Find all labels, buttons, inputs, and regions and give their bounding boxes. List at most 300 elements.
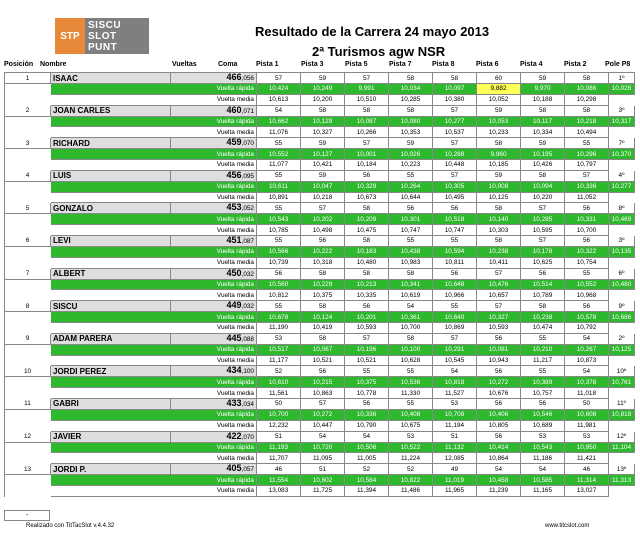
fast-lap-pole-cell: 10,818 (609, 409, 635, 420)
laps-cell (171, 73, 257, 84)
coma-value: ,034 (241, 400, 254, 408)
average-lap-cell: 10,675 (389, 420, 433, 431)
lane-laps-cell: 55 (433, 301, 477, 312)
average-lap-cell: 10,498 (301, 225, 345, 236)
laps-cell (171, 105, 257, 116)
average-lap-cell: 10,375 (301, 290, 345, 301)
fast-lap-cell: 10,140 (477, 214, 521, 225)
blank-cell (5, 475, 51, 486)
average-lap-cell: 10,052 (477, 94, 521, 105)
fast-lap-cell: 10,249 (301, 84, 345, 95)
average-lap-cell: 12,232 (257, 420, 301, 431)
laps-cell (171, 138, 257, 149)
average-lap-cell: 10,448 (433, 159, 477, 170)
average-lap-cell: 10,754 (565, 257, 609, 268)
lane-laps-cell: 56 (477, 398, 521, 409)
fast-lap-cell: 10,201 (345, 312, 389, 323)
header-lane-2: Pista 3 (301, 61, 324, 68)
average-lap-cell: 11,194 (433, 420, 477, 431)
fast-lap-row (5, 377, 635, 388)
fast-lap-cell: 10,566 (257, 246, 301, 257)
pole-cell: 11º (609, 398, 635, 409)
laps-cell (171, 366, 257, 377)
fast-lap-cell: 11,554 (257, 475, 301, 486)
blank-cell (5, 377, 51, 388)
fast-lap-cell: 10,552 (565, 279, 609, 290)
average-lap-cell: 10,593 (477, 322, 521, 333)
fast-lap-cell: 10,594 (433, 246, 477, 257)
laps-cell (171, 464, 257, 475)
header-pole: Pole P8 (605, 61, 631, 68)
blank-cell (5, 453, 51, 464)
blank-cell (5, 355, 51, 366)
result-row (5, 268, 635, 279)
average-lap-cell: 10,863 (301, 388, 345, 399)
lane-laps-cell: 55 (257, 235, 301, 246)
fast-lap-cell: 10,081 (477, 344, 521, 355)
blank-cell (609, 192, 635, 203)
fast-lap-row (5, 84, 635, 95)
average-lap-cell: 13,027 (565, 485, 609, 496)
laps-value: 449 (226, 300, 242, 311)
lane-laps-cell: 55 (389, 235, 433, 246)
fast-lap-cell: 10,336 (565, 181, 609, 192)
header-coma: Coma (218, 61, 238, 68)
average-lap-cell: 11,165 (521, 485, 565, 496)
position-cell: 9 (5, 333, 51, 344)
average-lap-cell: 10,266 (345, 127, 389, 138)
laps-value: 451 (226, 235, 242, 245)
logo-text (85, 18, 149, 54)
average-lap-cell: 10,613 (257, 94, 301, 105)
average-lap-cell: 10,778 (345, 388, 389, 399)
fast-lap-label: Vuelta rápida (51, 312, 257, 323)
lane-laps-cell: 59 (521, 73, 565, 84)
average-lap-cell: 11,965 (433, 485, 477, 496)
lane-laps-cell: 58 (389, 73, 433, 84)
lane-laps-cell: 59 (301, 73, 345, 84)
average-lap-cell: 10,747 (433, 225, 477, 236)
lane-laps-cell: 56 (477, 431, 521, 442)
fast-lap-cell: 10,034 (389, 84, 433, 95)
fast-lap-cell: 10,327 (477, 312, 521, 323)
position-cell: 5 (5, 203, 51, 214)
fast-lap-cell: 10,183 (345, 246, 389, 257)
average-lap-cell: 10,521 (301, 355, 345, 366)
driver-name: ISAAC (51, 73, 171, 84)
blank-cell (609, 453, 635, 464)
lane-laps-cell: 58 (345, 235, 389, 246)
average-lap-label: Vuelta media (51, 485, 257, 496)
fast-lap-cell: 10,272 (477, 377, 521, 388)
average-lap-row (5, 485, 635, 496)
fast-lap-cell: 10,585 (521, 475, 565, 486)
blank-cell (5, 246, 51, 257)
fast-lap-cell: 10,578 (565, 312, 609, 323)
position-cell: 12 (5, 431, 51, 442)
header-lane-3: Pista 5 (345, 61, 368, 68)
pole-cell: 6º (609, 268, 635, 279)
fast-lap-cell: 10,238 (521, 312, 565, 323)
fast-lap-cell: 11,019 (433, 475, 477, 486)
laps-value: 460 (226, 105, 242, 115)
average-lap-label: Vuelta media (51, 257, 257, 268)
average-lap-cell: 10,983 (389, 257, 433, 268)
lane-laps-cell: 52 (389, 464, 433, 475)
laps-cell (171, 235, 257, 246)
fast-lap-cell: 10,406 (477, 409, 521, 420)
blank-cell (5, 159, 51, 170)
laps-cell (171, 431, 257, 442)
average-lap-cell: 10,474 (521, 322, 565, 333)
average-lap-cell: 10,200 (301, 94, 345, 105)
driver-name: GONZALO (51, 203, 171, 214)
fast-lap-cell: 10,546 (521, 409, 565, 420)
lane-laps-cell: 56 (345, 170, 389, 181)
fast-lap-label: Vuelta rápida (51, 181, 257, 192)
lane-laps-cell: 53 (433, 398, 477, 409)
lane-laps-cell: 56 (477, 333, 521, 344)
average-lap-cell: 10,475 (345, 225, 389, 236)
average-lap-cell: 10,790 (345, 420, 389, 431)
average-lap-cell: 10,298 (565, 94, 609, 105)
average-lap-cell: 10,285 (389, 94, 433, 105)
position-cell: 11 (5, 398, 51, 409)
fast-lap-cell: 10,708 (433, 409, 477, 420)
average-lap-row (5, 257, 635, 268)
average-lap-row (5, 127, 635, 138)
lane-laps-cell: 57 (345, 73, 389, 84)
fast-lap-cell: 11,132 (433, 442, 477, 453)
lane-laps-cell: 56 (433, 268, 477, 279)
average-lap-cell: 10,619 (389, 290, 433, 301)
logo-stp: STP (55, 18, 85, 54)
lane-laps-cell: 57 (433, 105, 477, 116)
average-lap-cell: 10,188 (521, 94, 565, 105)
fast-lap-cell: 10,222 (301, 246, 345, 257)
siscu-slot-punt-logo (55, 18, 149, 54)
lane-laps-cell: 56 (521, 398, 565, 409)
average-lap-label: Vuelta media (51, 322, 257, 333)
lane-laps-cell: 54 (521, 464, 565, 475)
lane-laps-cell: 59 (301, 170, 345, 181)
blank-cell (609, 159, 635, 170)
fast-lap-row (5, 442, 635, 453)
fast-lap-row (5, 181, 635, 192)
blank-cell (609, 225, 635, 236)
lane-laps-cell: 56 (345, 398, 389, 409)
laps-value: 433 (226, 398, 242, 408)
average-lap-cell: 10,812 (257, 290, 301, 301)
laps-value: 422 (226, 431, 242, 441)
driver-name: JORDI P. (51, 464, 171, 475)
fast-lap-pole-cell: 10,125 (609, 344, 635, 355)
laps-cell (171, 398, 257, 409)
pole-cell: 1º (609, 73, 635, 84)
fast-lap-pole-cell: 10,370 (609, 149, 635, 160)
fast-lap-label: Vuelta rápida (51, 442, 257, 453)
average-lap-cell: 11,077 (257, 159, 301, 170)
fast-lap-cell: 10,438 (389, 246, 433, 257)
lane-laps-cell: 54 (345, 431, 389, 442)
average-lap-row (5, 420, 635, 431)
driver-name: JAVIER (51, 431, 171, 442)
fast-lap-cell: 10,238 (477, 246, 521, 257)
average-lap-cell: 10,223 (389, 159, 433, 170)
coma-value: ,070 (241, 140, 254, 148)
average-lap-row (5, 355, 635, 366)
fast-lap-cell: 10,087 (345, 116, 389, 127)
header-vueltas: Vueltas (172, 61, 197, 68)
laps-cell (171, 268, 257, 279)
laps-cell (171, 203, 257, 214)
average-lap-cell: 11,018 (565, 388, 609, 399)
average-lap-label: Vuelta media (51, 388, 257, 399)
fast-lap-cell: 10,210 (521, 344, 565, 355)
average-lap-cell: 10,125 (477, 192, 521, 203)
fast-lap-cell: 10,640 (433, 312, 477, 323)
laps-value: 456 (226, 170, 242, 180)
position-cell: 2 (5, 105, 51, 116)
fast-lap-cell: 10,822 (389, 475, 433, 486)
fast-lap-cell: 10,215 (301, 377, 345, 388)
fast-lap-cell: 10,285 (521, 214, 565, 225)
fast-lap-row (5, 344, 635, 355)
fast-lap-pole-cell: 11,104 (609, 442, 635, 453)
fast-lap-cell: 10,610 (257, 377, 301, 388)
lane-laps-cell: 57 (301, 398, 345, 409)
blank-cell (609, 355, 635, 366)
lane-laps-cell: 52 (345, 464, 389, 475)
fast-lap-cell: 10,213 (345, 279, 389, 290)
average-lap-cell: 10,676 (477, 388, 521, 399)
average-lap-cell: 11,186 (521, 453, 565, 464)
lane-laps-cell: 55 (257, 301, 301, 312)
lane-laps-cell: 57 (433, 138, 477, 149)
average-lap-cell: 11,177 (257, 355, 301, 366)
average-lap-cell: 10,873 (565, 355, 609, 366)
result-row (5, 301, 635, 312)
lane-laps-cell: 55 (521, 366, 565, 377)
coma-value: ,095 (241, 172, 254, 180)
average-lap-cell: 11,239 (477, 485, 521, 496)
fast-lap-cell: 10,506 (345, 442, 389, 453)
lane-laps-cell: 58 (565, 105, 609, 116)
lane-laps-cell: 54 (565, 366, 609, 377)
driver-name: GABRI (51, 398, 171, 409)
blank-cell (5, 94, 51, 105)
average-lap-cell: 10,811 (433, 257, 477, 268)
blank-cell (5, 225, 51, 236)
lane-laps-cell: 57 (521, 203, 565, 214)
blank-cell (5, 127, 51, 138)
average-lap-cell: 11,527 (433, 388, 477, 399)
lane-laps-cell: 58 (477, 203, 521, 214)
average-lap-cell: 10,968 (565, 290, 609, 301)
blank-cell (5, 257, 51, 268)
fast-lap-cell: 10,476 (477, 279, 521, 290)
average-lap-cell: 10,521 (345, 355, 389, 366)
average-lap-cell: 10,864 (477, 453, 521, 464)
pole-cell: 3º (609, 105, 635, 116)
average-lap-cell: 10,700 (565, 225, 609, 236)
lane-laps-cell: 58 (345, 105, 389, 116)
pole-cell: 7º (609, 138, 635, 149)
fast-lap-pole-cell: 10,317 (609, 116, 635, 127)
average-lap-row (5, 225, 635, 236)
fast-lap-cell: 10,389 (521, 377, 565, 388)
fast-lap-cell: 10,178 (521, 246, 565, 257)
average-lap-cell: 10,494 (565, 127, 609, 138)
coma-value: ,057 (241, 466, 254, 474)
table-header (4, 61, 634, 72)
lane-laps-cell: 56 (389, 203, 433, 214)
driver-name: ALBERT (51, 268, 171, 279)
fast-lap-cell: 10,296 (565, 149, 609, 160)
pole-cell: 9º (609, 301, 635, 312)
fast-lap-label: Vuelta rápida (51, 409, 257, 420)
blank-cell (609, 485, 635, 496)
blank-cell (5, 312, 51, 323)
average-lap-cell: 11,217 (521, 355, 565, 366)
pole-cell: 8º (609, 203, 635, 214)
average-lap-cell: 10,411 (477, 257, 521, 268)
fast-lap-cell: 10,329 (345, 181, 389, 192)
lane-laps-cell: 58 (345, 203, 389, 214)
average-lap-label: Vuelta media (51, 290, 257, 301)
lane-laps-cell: 58 (521, 105, 565, 116)
position-cell: 13 (5, 464, 51, 475)
pole-cell: 2º (609, 333, 635, 344)
laps-value: 459 (226, 137, 242, 148)
header-nombre: Nombre (40, 61, 67, 68)
lane-laps-cell: 56 (565, 203, 609, 214)
logo-line2: SLOT (88, 31, 117, 42)
result-row (5, 366, 635, 377)
header-lane-8: Pista 2 (564, 61, 587, 68)
position-cell: 4 (5, 170, 51, 181)
blank-cell (609, 257, 635, 268)
average-lap-cell: 10,318 (301, 257, 345, 268)
fast-lap-cell: 10,662 (257, 116, 301, 127)
lane-laps-cell: 58 (477, 138, 521, 149)
driver-name: LUIS (51, 170, 171, 181)
blank-cell (5, 409, 51, 420)
lane-laps-cell: 53 (521, 431, 565, 442)
lane-laps-cell: 56 (565, 301, 609, 312)
position-cell: 6 (5, 235, 51, 246)
blank-cell (5, 116, 51, 127)
fast-lap-cell: 10,720 (301, 442, 345, 453)
fast-lap-label: Vuelta rápida (51, 214, 257, 225)
fast-lap-cell: 10,611 (257, 181, 301, 192)
fast-lap-cell: 10,700 (257, 409, 301, 420)
fast-lap-cell: 10,552 (257, 149, 301, 160)
average-lap-cell: 10,789 (521, 290, 565, 301)
average-lap-cell: 10,303 (477, 225, 521, 236)
fast-lap-cell: 10,458 (477, 475, 521, 486)
average-lap-row (5, 322, 635, 333)
coma-value: ,052 (241, 205, 254, 213)
fast-lap-cell: 10,100 (389, 344, 433, 355)
pole-cell: 3º (609, 235, 635, 246)
lane-laps-cell: 57 (345, 138, 389, 149)
fast-lap-cell: 10,124 (301, 312, 345, 323)
blank-cell (5, 442, 51, 453)
average-lap-label: Vuelta media (51, 225, 257, 236)
fast-lap-cell: 10,361 (389, 312, 433, 323)
average-lap-cell: 13,083 (257, 485, 301, 496)
fast-lap-cell: 10,322 (565, 246, 609, 257)
average-lap-cell: 10,797 (565, 159, 609, 170)
coma-value: ,087 (241, 237, 254, 245)
average-lap-cell: 10,757 (521, 388, 565, 399)
blank-cell (5, 192, 51, 203)
lane-laps-cell: 55 (521, 333, 565, 344)
laps-cell (171, 333, 257, 344)
fast-lap-cell: 10,195 (521, 149, 565, 160)
average-lap-cell: 10,218 (301, 192, 345, 203)
fast-lap-cell: 10,229 (301, 279, 345, 290)
driver-name: SISCU (51, 301, 171, 312)
average-lap-cell: 10,447 (301, 420, 345, 431)
result-row (5, 333, 635, 344)
pole-cell: 4º (609, 170, 635, 181)
header-lane-4: Pista 7 (389, 61, 412, 68)
lane-laps-cell: 57 (345, 333, 389, 344)
fast-lap-cell: 10,522 (389, 442, 433, 453)
fast-lap-cell: 10,543 (521, 442, 565, 453)
laps-value: 450 (226, 268, 242, 278)
average-lap-cell: 10,510 (345, 94, 389, 105)
lane-laps-cell: 59 (301, 138, 345, 149)
blank-cell (5, 344, 51, 355)
lane-laps-cell: 58 (389, 333, 433, 344)
driver-name: JORDI PEREZ (51, 366, 171, 377)
fast-lap-cell: 9,991 (345, 84, 389, 95)
average-lap-cell: 10,805 (477, 420, 521, 431)
lane-laps-cell: 58 (301, 268, 345, 279)
lane-laps-cell: 56 (345, 301, 389, 312)
fast-lap-label: Vuelta rápida (51, 279, 257, 290)
average-lap-cell: 10,335 (345, 290, 389, 301)
average-lap-label: Vuelta media (51, 355, 257, 366)
result-row (5, 235, 635, 246)
lane-laps-cell: 46 (257, 464, 301, 475)
fast-lap-label: Vuelta rápida (51, 149, 257, 160)
fast-lap-cell: 10,127 (301, 149, 345, 160)
blank-cell (609, 420, 635, 431)
lane-laps-cell: 57 (521, 235, 565, 246)
average-lap-cell: 10,419 (301, 322, 345, 333)
average-lap-cell: 10,966 (433, 290, 477, 301)
lane-laps-cell: 56 (521, 268, 565, 279)
lane-laps-cell: 53 (565, 431, 609, 442)
blank-cell (5, 84, 51, 95)
fast-lap-cell: 10,950 (565, 442, 609, 453)
average-lap-cell: 10,593 (345, 322, 389, 333)
lane-laps-cell: 54 (477, 464, 521, 475)
fast-lap-cell: 9,970 (521, 84, 565, 95)
lane-laps-cell: 57 (565, 170, 609, 181)
result-row (5, 73, 635, 84)
blank-cell (609, 388, 635, 399)
lane-laps-cell: 54 (433, 366, 477, 377)
pole-cell: 13º (609, 464, 635, 475)
position-cell: 1 (5, 73, 51, 84)
fast-lap-pole-cell: 11,313 (609, 475, 635, 486)
average-lap-label: Vuelta media (51, 94, 257, 105)
